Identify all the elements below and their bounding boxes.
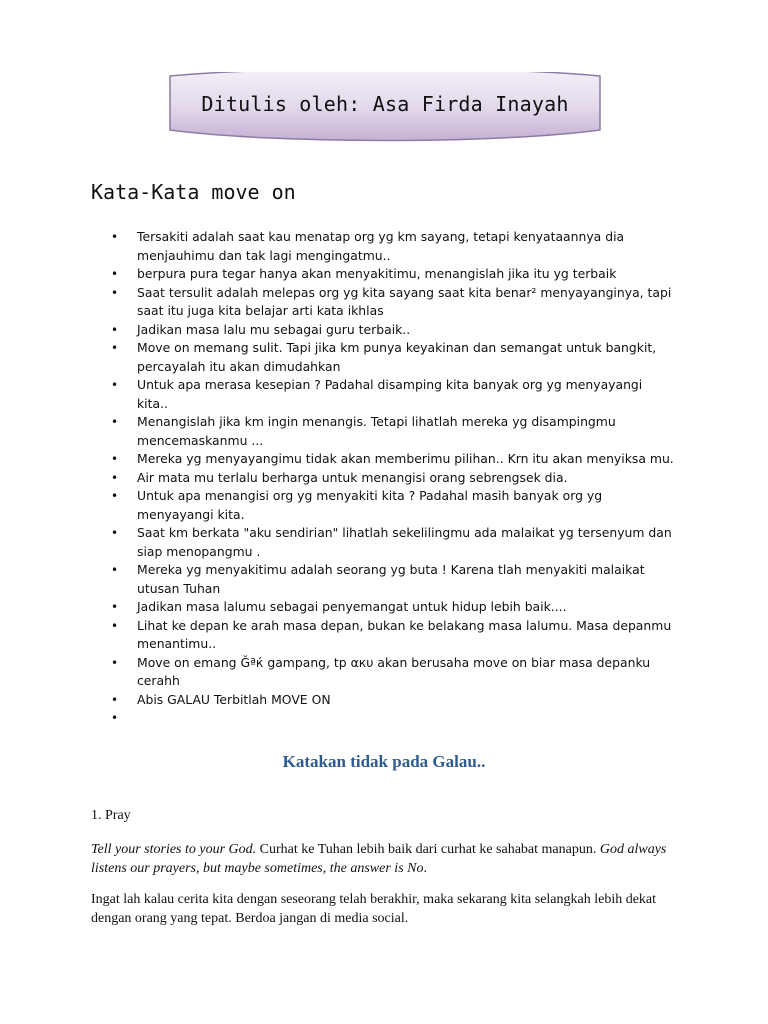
- list-item-empty: [105, 709, 675, 728]
- list-item: • Mereka yg menyayangimu tidak akan memberimu pilihan.. Krn itu akan menyiksa mu.: [105, 450, 675, 469]
- list-item: • Saat km berkata "aku sendirian" lihatlah sekelilingmu ada malaikat yg tersenyum dan siap menopangmu .: [105, 524, 675, 561]
- quotes-list: [105, 228, 675, 728]
- author-banner-text: Ditulis oleh: Asa Firda Inayah: [201, 92, 569, 116]
- body-text: .: [423, 861, 427, 876]
- italic-text: Tell your stories to your God.: [91, 842, 257, 857]
- pray-paragraph: [91, 840, 691, 878]
- list-item: • Mereka yg menyakitimu adalah seorang yg buta ! Karena tlah menyakiti malaikat utusan Tuhan: [105, 561, 675, 598]
- author-banner: [166, 72, 604, 142]
- list-item: • Tersakiti adalah saat kau menatap org yg km sayang, tetapi kenyataannya dia menjauhimu dan tak lagi mengingatmu..: [105, 228, 675, 265]
- list-item: • Air mata mu terlalu berharga untuk menangisi orang sebrengsek dia.: [105, 469, 675, 488]
- pray-heading: 1. Pray: [91, 808, 131, 823]
- list-item: • berpura pura tegar hanya akan menyakitimu, menangislah jika itu yg terbaik: [105, 265, 675, 284]
- list-item: • Move on emang Ğªќ gampang, tp αкυ akan berusaha move on biar masa depanku cerahh: [105, 654, 675, 691]
- list-item: • Untuk apa menangisi org yg menyakiti kita ? Padahal masih banyak org yg menyayangi kita.: [105, 487, 675, 524]
- list-item: • Jadikan masa lalumu sebagai penyemangat untuk hidup lebih baik....: [105, 598, 675, 617]
- list-item: • Abis GALAU Terbitlah MOVE ON: [105, 691, 675, 710]
- list-item: • Lihat ke depan ke arah masa depan, bukan ke belakang masa lalumu. Masa depanmu menantimu..: [105, 617, 675, 654]
- body-text: Curhat ke Tuhan lebih baik dari curhat ke sahabat manapun.: [256, 842, 600, 857]
- closing-paragraph: Ingat lah kalau cerita kita dengan seseorang telah berakhir, maka sekarang kita selangkah lebih dekat dengan orang yang tepat. Berdoa jangan di media social.: [91, 892, 657, 926]
- list-item: • Menangislah jika km ingin menangis. Tetapi lihatlah mereka yg disampingmu mencemaskanmu ...: [105, 413, 675, 450]
- section-heading: Kata-Kata move on: [91, 180, 296, 204]
- italic-text: God always listens our prayers, but maybe sometimes, the answer is No: [91, 842, 667, 876]
- list-item: • Move on memang sulit. Tapi jika km punya keyakinan dan semangat untuk bangkit, percayalah itu akan dimudahkan: [105, 339, 675, 376]
- list-item: • Jadikan masa lalu mu sebagai guru terbaik..: [105, 321, 675, 340]
- list-item: • Saat tersulit adalah melepas org yg kita sayang saat kita benar² menyayanginya, tapi saat itu juga kita belajar arti kata ikhlas: [105, 284, 675, 321]
- list-item: • Untuk apa merasa kesepian ? Padahal disamping kita banyak org yg menyayangi kita..: [105, 376, 675, 413]
- subsection-title: Katakan tidak pada Galau..: [282, 752, 486, 771]
